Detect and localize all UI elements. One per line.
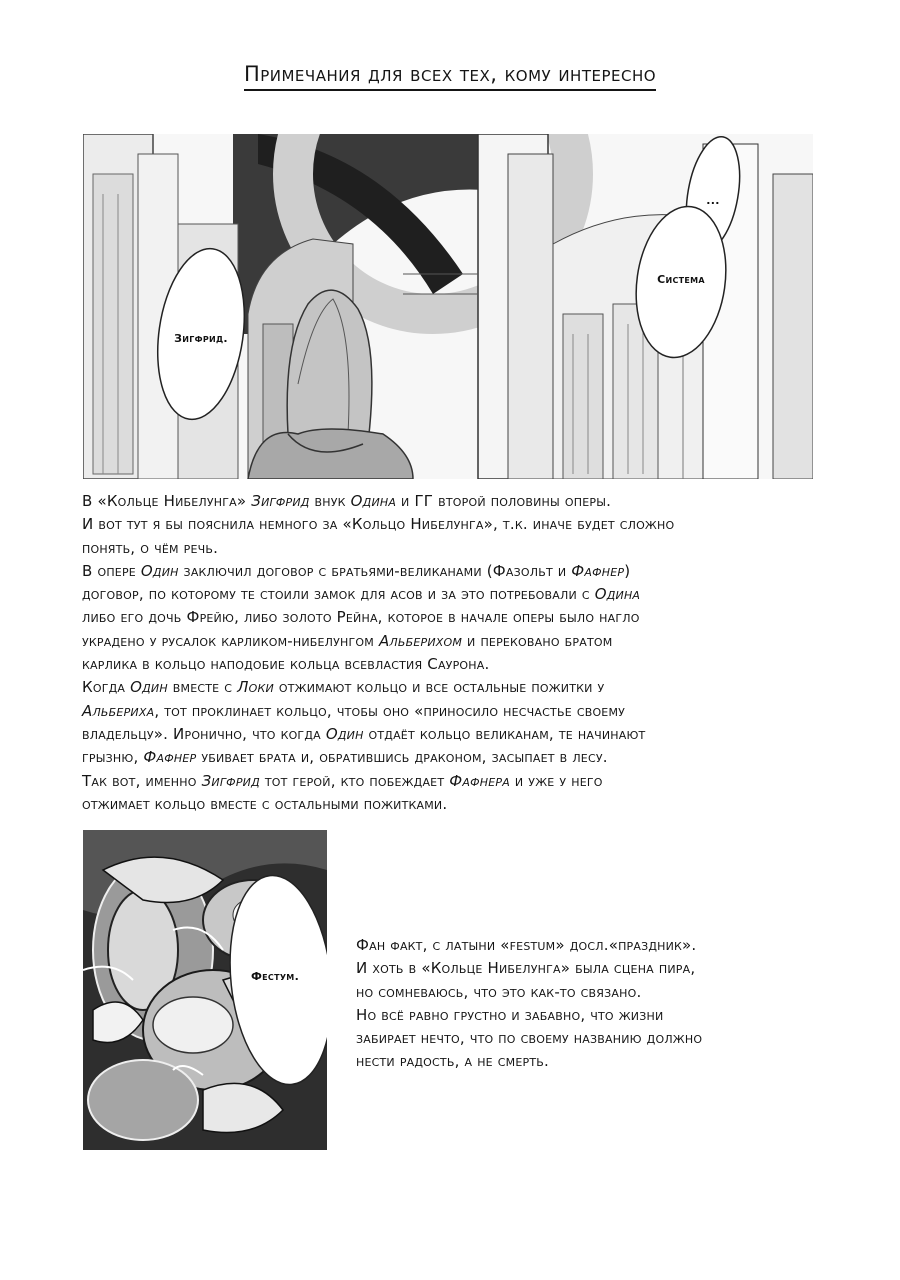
notes-line — [82, 490, 822, 513]
bubble-ellipsis: ... — [706, 194, 720, 207]
notes-line — [82, 606, 822, 629]
notes-name-emphasis: Одина — [594, 585, 641, 604]
notes-line — [82, 793, 822, 816]
notes-text-segment: заключил договор с братьями-великанами (Фазольт и — [178, 561, 572, 580]
notes-line — [82, 770, 822, 793]
notes-text-segment: отдаёт кольцо великанам, те начинают — [363, 724, 646, 743]
notes-line — [82, 653, 822, 676]
notes-text-segment: В опере — [82, 561, 141, 580]
fun-fact-line: Фан факт, с латыни «festum» досл.«праздник». — [356, 936, 697, 954]
notes-line — [82, 537, 822, 560]
notes-text-segment: либо его дочь Фрейю, либо золото Рейна, которое в начале оперы было нагло — [82, 608, 640, 627]
notes-line — [82, 723, 822, 746]
fun-fact-line: Но всё равно грустно и забавно, что жизни — [356, 1005, 664, 1024]
notes-line — [82, 560, 822, 583]
fun-fact-line: но сомневаюсь, что это как-то связано. — [356, 982, 642, 1001]
notes-text-segment: и уже у него — [509, 771, 603, 790]
speech-bubble-festum — [83, 830, 327, 1150]
notes-text-segment: Так вот, именно — [82, 771, 202, 790]
notes-line — [82, 676, 822, 699]
notes-text-segment: тот герой, кто побеждает — [259, 771, 450, 790]
bubble-system: Система — [657, 273, 705, 286]
notes-line — [82, 630, 822, 653]
notes-text-segment: В «Кольце Нибелунга» — [82, 492, 252, 510]
notes-text-segment: договор, по которому те стоили замок для асов и за это потребовали с — [82, 585, 595, 604]
notes-text-segment: , тот проклинает кольцо, чтобы оно «приносило несчастье своему — [154, 701, 626, 720]
notes-text-segment: владельцу». Иронично, что когда — [82, 724, 326, 743]
notes-text — [82, 490, 822, 816]
notes-name-emphasis: Фафнера — [449, 771, 510, 790]
fun-fact-line: нести радость, а не смерть. — [356, 1052, 549, 1071]
notes-name-emphasis: Локи — [237, 678, 274, 697]
notes-text-segment: и перековано братом — [462, 631, 613, 650]
notes-text-segment: отжимает кольцо вместе с остальными пожитками. — [82, 794, 448, 813]
notes-name-emphasis: Зигфрид — [251, 492, 310, 510]
notes-name-emphasis: Один — [140, 561, 179, 580]
notes-text-segment: Когда — [82, 678, 131, 697]
notes-text-segment: отжимают кольцо и все остальные пожитки у — [273, 678, 605, 697]
notes-text-segment: карлика в кольцо наподобие кольца всевластия Саурона. — [82, 655, 490, 674]
manga-panel-top — [83, 134, 813, 479]
notes-line — [82, 583, 822, 606]
bubble-festum: Фестум. — [250, 970, 300, 983]
notes-text-segment: внук — [309, 492, 351, 510]
bubble-siegfried: Зигфрид. — [174, 332, 228, 345]
notes-name-emphasis: Зигфрид — [201, 771, 260, 790]
page-title: Примечания для всех тех, кому интересно — [0, 62, 900, 86]
notes-text-segment: И вот тут я бы пояснила немного за «Кольцо Нибелунга», т.к. иначе будет сложно — [82, 515, 675, 534]
notes-text-segment: понять, о чём речь. — [82, 538, 219, 557]
notes-line — [82, 513, 822, 536]
notes-text-segment: ) — [624, 561, 631, 580]
speech-bubbles — [83, 134, 813, 479]
notes-name-emphasis: Один — [325, 724, 364, 743]
notes-name-emphasis: Фафнер — [143, 748, 197, 767]
fun-fact-text — [356, 934, 826, 1074]
notes-text-segment: грызню, — [82, 748, 144, 767]
notes-text-segment: вместе с — [167, 678, 238, 697]
notes-name-emphasis: Один — [130, 678, 168, 697]
fun-fact-line: забирает нечто, что по своему названию должно — [356, 1029, 703, 1048]
notes-line — [82, 700, 822, 723]
fun-fact-line: И хоть в «Кольце Нибелунга» была сцена пира, — [356, 959, 696, 978]
notes-text-segment: и ГГ второй половины оперы. — [396, 492, 612, 510]
manga-panel-festum — [83, 830, 327, 1150]
notes-text-segment: убивает брата и, обратившись драконом, засыпает в лесу. — [196, 748, 608, 767]
notes-name-emphasis: Одина — [350, 492, 397, 510]
notes-name-emphasis: Альбериха — [82, 701, 155, 720]
notes-name-emphasis: Фафнер — [571, 561, 625, 580]
notes-name-emphasis: Альберихом — [378, 631, 463, 650]
notes-text-segment: украдено у русалок карликом-нибелунгом — [82, 631, 379, 650]
notes-line — [82, 746, 822, 769]
